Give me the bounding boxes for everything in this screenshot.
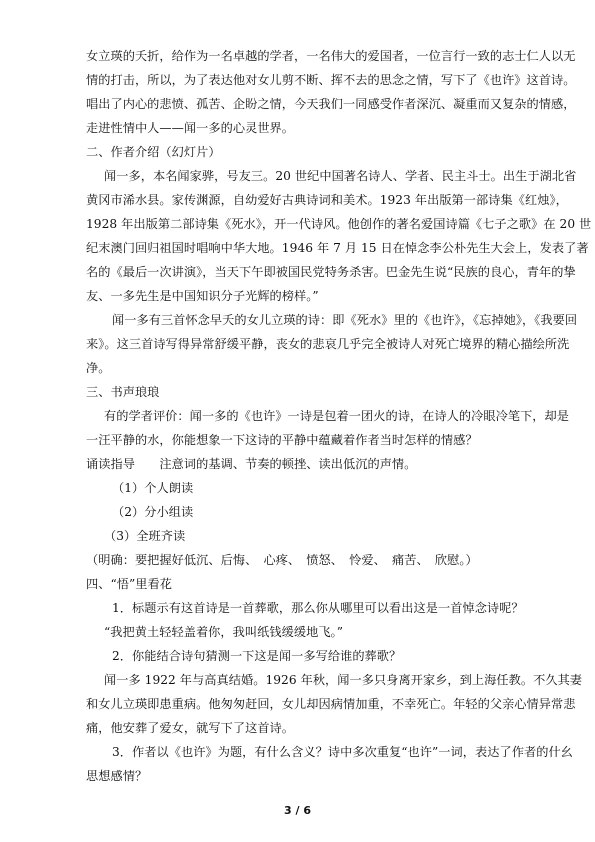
bio-line-5: 名的《最后一次讲演》，当天下午即被国民党特务杀害。巴金先生说“民族的良心，青年的挚 (86, 265, 576, 279)
question-1-quote: “我把黄土轻轻盖着你，我叫纸钱缓缓地飞。” (104, 625, 343, 639)
comment-line-2: 一汪平静的水，你能想象一下这诗的平静中蕴藏着作者当时怎样的情感？ (86, 433, 478, 447)
intro-line-3: 唱出了内心的悲愤、孤苦、企盼之情，今天我们一同感受作者深沉、凝重而又复杂的情感， (86, 97, 576, 111)
clarify-note: （明确：要把握好低沉、后悔、 心疼、 愤怒、 怜爱、 痛苦、 欣慰。） (86, 553, 478, 567)
intro-line-2: 情的打击，所以，为了表达他对女儿剪不断、挥不去的思念之情，写下了《也许》这首诗。 (86, 73, 576, 87)
poems-line-2: 来》。这三首诗写得异常舒缓平静，丧女的悲哀几乎完全被诗人对死亡境界的精心描绘所洗 (86, 337, 570, 351)
poems-line-1: 闻一多有三首怀念早夭的女儿立瑛的诗：即《死水》里的《也许》，《忘掉她》，《我要回 (112, 313, 578, 327)
intro-line-4: 走进性情中人——闻一多的心灵世界。 (86, 121, 295, 135)
reading-guide: 诵读指导 注意词的基调、节奏的顿挫、读出低沉的声情。 (86, 457, 417, 471)
poems-line-3: 净。 (86, 361, 111, 375)
bio-line-1: 闻一多，本名闻家骅，号友三。20 世纪中国著名诗人、学者、民主斗士。出生于湖北省 (104, 169, 577, 183)
answer-2-line-2: 和女儿立瑛即患重病。他匆匆赶回，女儿却因病情加重，不幸死亡。年轻的父亲心情异常悲 (86, 697, 576, 711)
question-3-line-1: 3．作者以《也许》为题，有什么含义？诗中多次重复“也许”一词，表达了作者的什幺 (112, 745, 573, 759)
question-2: 2．你能结合诗句猜测一下这是闻一多写给谁的葬歌？ (112, 649, 402, 663)
answer-2-line-1: 闻一多 1922 年与高真结婚。1926 年秋，闻一多只身离开家乡，到上海任教。不久其妻 (104, 673, 583, 687)
comment-line-1: 有的学者评价：闻一多的《也许》一诗是包着一团火的诗，在诗人的冷眼冷笔下，却是 (104, 409, 570, 423)
section-heading-reading: 三、书声琅琅 (86, 385, 160, 399)
reading-step-2: （2）分小组读 (112, 505, 194, 519)
section-heading-insight: 四、“悟”里看花 (86, 577, 172, 591)
bio-line-6: 友、一多先生是中国知识分子光辉的榜样。” (86, 289, 319, 303)
answer-2-line-3: 痛，他安葬了爱女，就写下了这首诗。 (86, 721, 295, 735)
question-1: 1．标题示有这首诗是一首葬歌，那么你从哪里可以看出这是一首悼念诗呢？ (112, 601, 524, 615)
question-3-line-2: 思想感情？ (86, 769, 148, 783)
bio-line-2: 黄冈市浠水县。家传渊源，自幼爱好古典诗词和美术。1923 年出版第一部诗集《红烛》， (86, 193, 568, 207)
reading-step-1: （1）个人朗读 (112, 481, 194, 495)
reading-step-3: （3）全班齐读 (104, 529, 186, 543)
intro-line-1: 女立瑛的夭折，给作为一名卓越的学者，一名伟大的爱国者，一位言行一致的志士仁人以无 (86, 49, 576, 63)
page-number: 3 / 6 (284, 804, 311, 817)
bio-line-4: 纪末澳门回归祖国时唱响中华大地。1946 年 7 月 15 日在悼念李公朴先生大会上，发表了著 (86, 241, 589, 255)
bio-line-3: 1928 年出版第二部诗集《死水》，开一代诗风。他创作的著名爱国诗篇《七子之歌》在 20 世 (86, 217, 592, 231)
section-heading-author: 二、作者介绍（幻灯片） (86, 145, 221, 159)
